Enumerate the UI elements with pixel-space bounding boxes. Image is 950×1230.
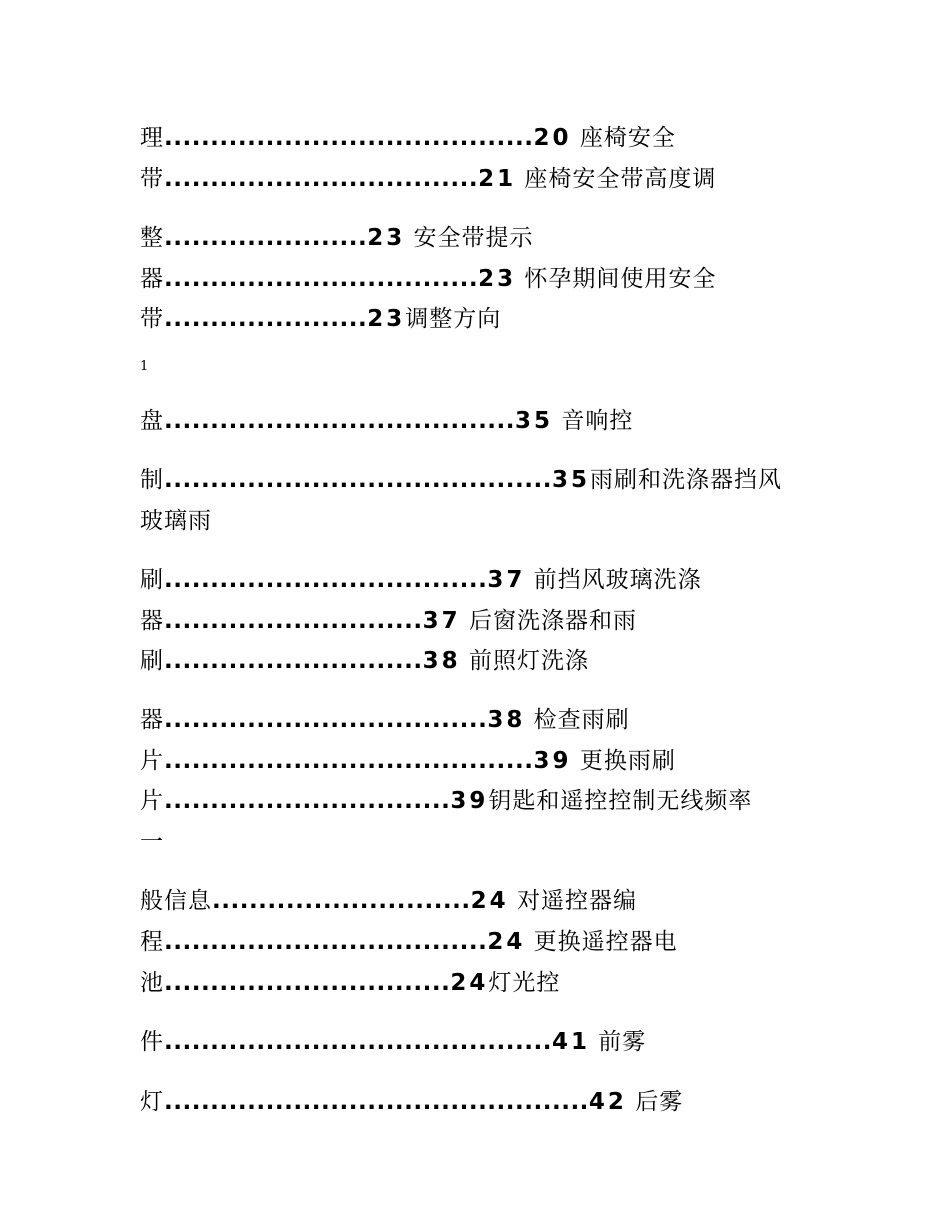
- toc-entry-text: 前挡风玻璃洗涤: [525, 567, 702, 593]
- toc-entry-text: 后雾: [626, 1089, 684, 1115]
- toc-entry-text: 更换遥控器电: [525, 929, 678, 955]
- toc-page-number: 39: [450, 788, 489, 814]
- toc-entry-text: 程: [140, 929, 164, 955]
- toc-line: [140, 786, 752, 816]
- toc-entry-text: 后窗洗涤器和雨: [460, 608, 637, 634]
- toc-leader-dots: ...............................: [164, 970, 451, 996]
- toc-line: [140, 886, 637, 916]
- toc-line: [140, 646, 589, 676]
- toc-page-number: 39: [533, 748, 572, 774]
- toc-entry-text: 座椅安全: [571, 125, 676, 151]
- toc-leader-dots: ............................: [164, 608, 423, 634]
- toc-entry-text: 灯: [140, 1089, 164, 1115]
- toc-entry-text: 整: [140, 225, 164, 251]
- toc-line: [140, 927, 678, 957]
- toc-leader-dots: ........................................: [164, 125, 534, 151]
- toc-page-number: 23: [478, 266, 517, 292]
- toc-page-number: 24: [487, 929, 526, 955]
- page-number-marker: 1: [140, 359, 149, 374]
- toc-entry-text: 般信息: [140, 888, 212, 914]
- toc-entry-text: 对遥控器编: [508, 888, 637, 914]
- toc-entry-text: 座椅安全带高度调: [516, 166, 717, 192]
- toc-entry-text: 怀孕期间使用安全: [516, 266, 717, 292]
- toc-entry-text: 音响控: [553, 408, 634, 434]
- toc-leader-dots: ...................................: [164, 929, 488, 955]
- toc-page-number: 20: [533, 125, 572, 151]
- toc-entry-text: 器: [140, 608, 164, 634]
- toc-entry-text: 件: [140, 1029, 164, 1055]
- toc-leader-dots: ..................................: [164, 266, 479, 292]
- toc-page-number: 35: [515, 408, 554, 434]
- toc-entry-text: 带: [140, 166, 164, 192]
- toc-page-number: 21: [478, 166, 517, 192]
- toc-line: [140, 827, 164, 857]
- toc-entry-text: 刷: [140, 648, 164, 674]
- toc-page-number: 41: [551, 1029, 590, 1055]
- toc-entry-text: 前雾: [589, 1029, 647, 1055]
- toc-entry-text: 器: [140, 266, 164, 292]
- toc-page-number: 24: [450, 970, 489, 996]
- toc-entry-text: 钥匙和遥控控制无线频率: [488, 788, 753, 814]
- toc-page-number: 37: [422, 608, 461, 634]
- toc-page-number: 23: [367, 306, 406, 332]
- toc-entry-text: 片: [140, 748, 164, 774]
- toc-line: [140, 565, 702, 595]
- toc-entry-text: 前照灯洗涤: [460, 648, 589, 674]
- toc-page-number: 24: [470, 888, 509, 914]
- toc-leader-dots: ...................................: [164, 707, 488, 733]
- toc-leader-dots: ..........................................: [164, 467, 552, 493]
- toc-leader-dots: ......................: [164, 306, 368, 332]
- toc-line: [140, 264, 716, 294]
- toc-leader-dots: ......................: [164, 225, 368, 251]
- toc-page-number: 42: [588, 1089, 627, 1115]
- toc-leader-dots: ......................................: [164, 408, 516, 434]
- toc-page-number: 35: [551, 467, 590, 493]
- toc-line: [140, 968, 560, 998]
- toc-leader-dots: ..................................: [164, 166, 479, 192]
- toc-line: [140, 506, 212, 536]
- toc-entry-text: 理: [140, 125, 164, 151]
- toc-entry-text: 带: [140, 306, 164, 332]
- toc-page-number: 38: [422, 648, 461, 674]
- toc-line: [140, 465, 782, 495]
- toc-leader-dots: ........................................: [164, 748, 534, 774]
- toc-entry-text: 一: [140, 829, 164, 855]
- toc-line: [140, 705, 630, 735]
- toc-entry-text: 片: [140, 788, 164, 814]
- toc-leader-dots: ..........................................: [164, 1029, 552, 1055]
- toc-line: [140, 164, 716, 194]
- toc-entry-text: 制: [140, 467, 164, 493]
- toc-entry-text: 雨刷和洗涤器挡风: [589, 467, 782, 493]
- toc-line: [140, 746, 676, 776]
- toc-line: [140, 1087, 683, 1117]
- toc-line: [140, 223, 534, 253]
- toc-page-number: 38: [487, 707, 526, 733]
- toc-entry-text: 玻璃雨: [140, 508, 212, 534]
- toc-leader-dots: ..............................................: [164, 1089, 589, 1115]
- toc-entry-text: 器: [140, 707, 164, 733]
- toc-line: [140, 606, 637, 636]
- toc-line: [140, 1027, 646, 1057]
- toc-entry-text: 灯光控: [488, 970, 561, 996]
- toc-entry-text: 盘: [140, 408, 164, 434]
- toc-entry-text: 检查雨刷: [525, 707, 630, 733]
- toc-leader-dots: ...................................: [164, 567, 488, 593]
- toc-page-number: 37: [487, 567, 526, 593]
- toc-leader-dots: ............................: [164, 648, 423, 674]
- toc-leader-dots: ...............................: [164, 788, 451, 814]
- toc-entry-text: 更换雨刷: [571, 748, 676, 774]
- toc-entry-text: 安全带提示: [405, 225, 534, 251]
- toc-entry-text: 调整方向: [405, 306, 502, 332]
- toc-line: [140, 406, 633, 436]
- toc-line: [140, 123, 676, 153]
- toc-leader-dots: ............................: [212, 888, 471, 914]
- toc-entry-text: 刷: [140, 567, 164, 593]
- toc-entry-text: 池: [140, 970, 164, 996]
- toc-page-number: 23: [367, 225, 406, 251]
- toc-line: [140, 304, 501, 334]
